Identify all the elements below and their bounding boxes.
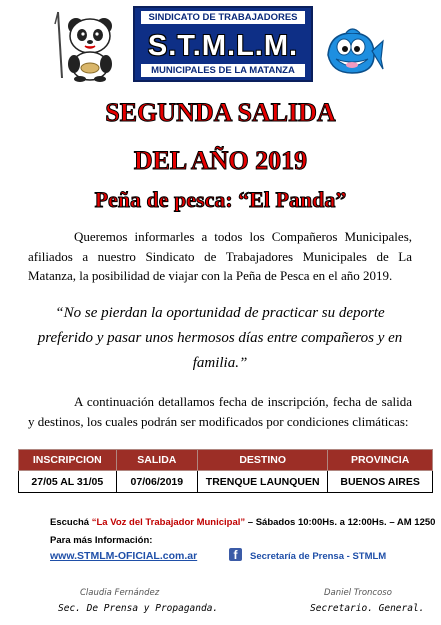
signature-name-1: Claudia Fernández <box>80 588 160 598</box>
facebook-page-link[interactable]: Secretaría de Prensa - STMLM <box>250 551 387 562</box>
title-line-3: Peña de pesca: “El Panda” <box>94 187 347 212</box>
table-row <box>19 471 433 493</box>
cell-salida: 07/06/2019 <box>116 471 197 493</box>
details-paragraph: A continuación detallamos fecha de inscripción, fecha de salida y destinos, los cuales podrán ser modificados por condiciones climáticas: <box>28 394 412 429</box>
facebook-icon[interactable]: f <box>229 548 242 561</box>
radio-announcement <box>50 517 435 528</box>
logo-bottom-text: MUNICIPALES DE LA MATANZA <box>141 64 305 77</box>
header-provincia: PROVINCIA <box>328 450 433 471</box>
website-link[interactable]: www.STMLM-OFICIAL.com.ar <box>50 550 198 562</box>
union-logo <box>133 6 313 82</box>
logo-main-text: S.T.M.L.M. <box>147 30 299 62</box>
panda-mascot-image <box>52 8 114 82</box>
signature-role-2: Secretario. General. <box>310 603 425 614</box>
title-line-2: DEL AÑO 2019 <box>133 146 308 175</box>
signature-name-2: Daniel Troncoso <box>324 588 392 598</box>
trip-schedule-table <box>18 449 433 493</box>
intro-paragraph: Queremos informarles a todos los Compañeros Municipales, afiliados a nuestro Sindicato de Trabajadores Municipales de La Matanza, la posibilidad de viajar con la Peña de Pesca en el año 2019. <box>28 229 412 283</box>
signature-role-1: Sec. De Prensa y Propaganda. <box>58 603 219 614</box>
header-inscripcion: INSCRIPCION <box>19 450 117 471</box>
cell-provincia: BUENOS AIRES <box>328 471 433 493</box>
title-line-1: SEGUNDA SALIDA <box>105 98 336 127</box>
header-salida: SALIDA <box>116 450 197 471</box>
radio-schedule: – Sábados 10:00Hs. a 12:00Hs. – AM 1250 <box>247 517 436 528</box>
fish-mascot-image <box>322 25 384 79</box>
more-info-label: Para más Información: <box>50 535 153 546</box>
cell-destino: TRENQUE LAUNQUEN <box>198 471 328 493</box>
logo-top-text: SINDICATO DE TRABAJADORES <box>141 11 305 24</box>
radio-program-name: “La Voz del Trabajador Municipal” <box>91 517 246 528</box>
cell-inscripcion: 27/05 AL 31/05 <box>19 471 117 493</box>
header-destino: DESTINO <box>198 450 328 471</box>
quote-paragraph: “No se pierdan la oportunidad de practicar su deporte preferido y pasar unos hermosos días entre compañeros y en familia.” <box>37 305 403 371</box>
radio-prefix: Escuchá <box>50 517 90 528</box>
table-header-row <box>19 450 433 471</box>
